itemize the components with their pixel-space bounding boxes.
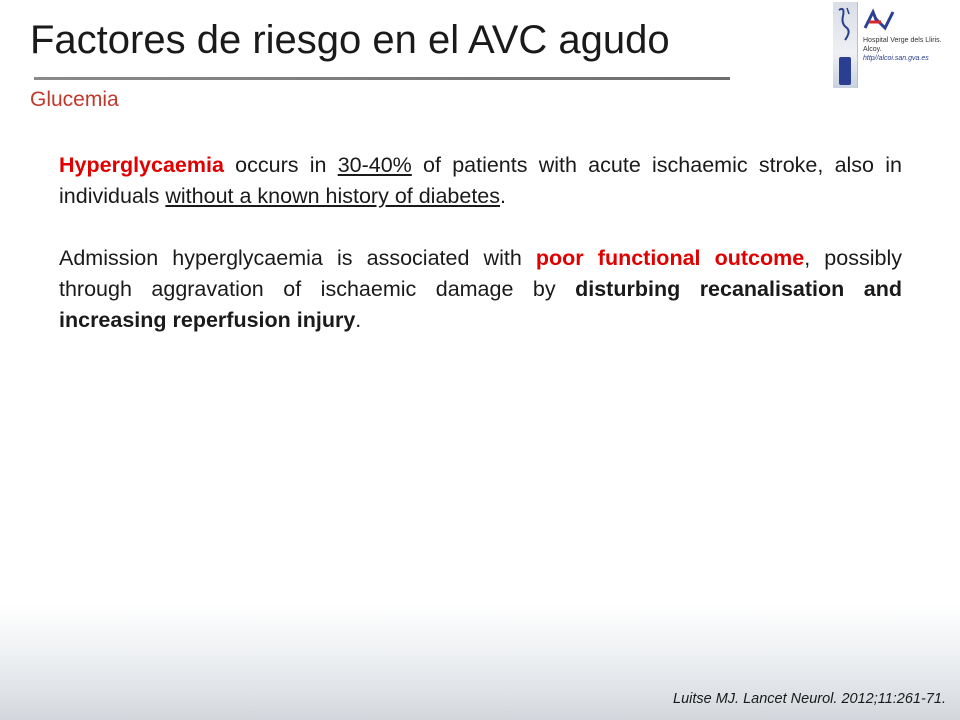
- logo-url: http//alcoi.san.gva.es: [863, 55, 929, 62]
- slide-subtitle: Glucemia: [30, 88, 119, 111]
- prevalence-percentage: 30-40%: [337, 153, 412, 177]
- term-hyperglycaemia: Hyperglycaemia: [59, 153, 224, 177]
- slide-title: Factores de riesgo en el AVC agudo: [30, 18, 670, 62]
- paragraph-admission-hyperglycaemia: [59, 243, 902, 336]
- logo-line-1: Hospital Verge dels Lliris.: [863, 37, 942, 44]
- no-diabetes-history-phrase: without a known history of diabetes: [165, 184, 501, 208]
- text-span: occurs in: [223, 153, 338, 177]
- text-span: .: [500, 184, 506, 208]
- logo-emblem-icon: [833, 2, 857, 52]
- mechanism-phrase: disturbing recanalisation and increasing reperfusion injury: [59, 277, 902, 332]
- title-underline: [34, 77, 730, 80]
- logo-caption: [863, 36, 942, 63]
- text-span: Admission hyperglycaemia is associated with: [59, 246, 536, 270]
- text-span: .: [355, 308, 362, 332]
- slide-body: [59, 150, 902, 367]
- paragraph-hyperglycaemia-prevalence: [59, 150, 902, 212]
- reference-citation: Luitse MJ. Lancet Neurol. 2012;11:261-71.: [673, 691, 946, 707]
- poor-outcome-phrase: poor functional outcome: [535, 246, 805, 270]
- logo-line-2: Alcoy.: [863, 46, 882, 53]
- agencia-valenciana-logo-icon: [863, 8, 895, 32]
- text-span: of patients with acute ischaemic stroke, also in individuals: [59, 153, 902, 208]
- hospital-logo: [833, 2, 953, 90]
- logo-vertical-strip: [833, 2, 858, 88]
- text-span: , possibly through aggravation of ischaemic damage by: [59, 246, 902, 301]
- logo-strip-badge: [839, 57, 851, 85]
